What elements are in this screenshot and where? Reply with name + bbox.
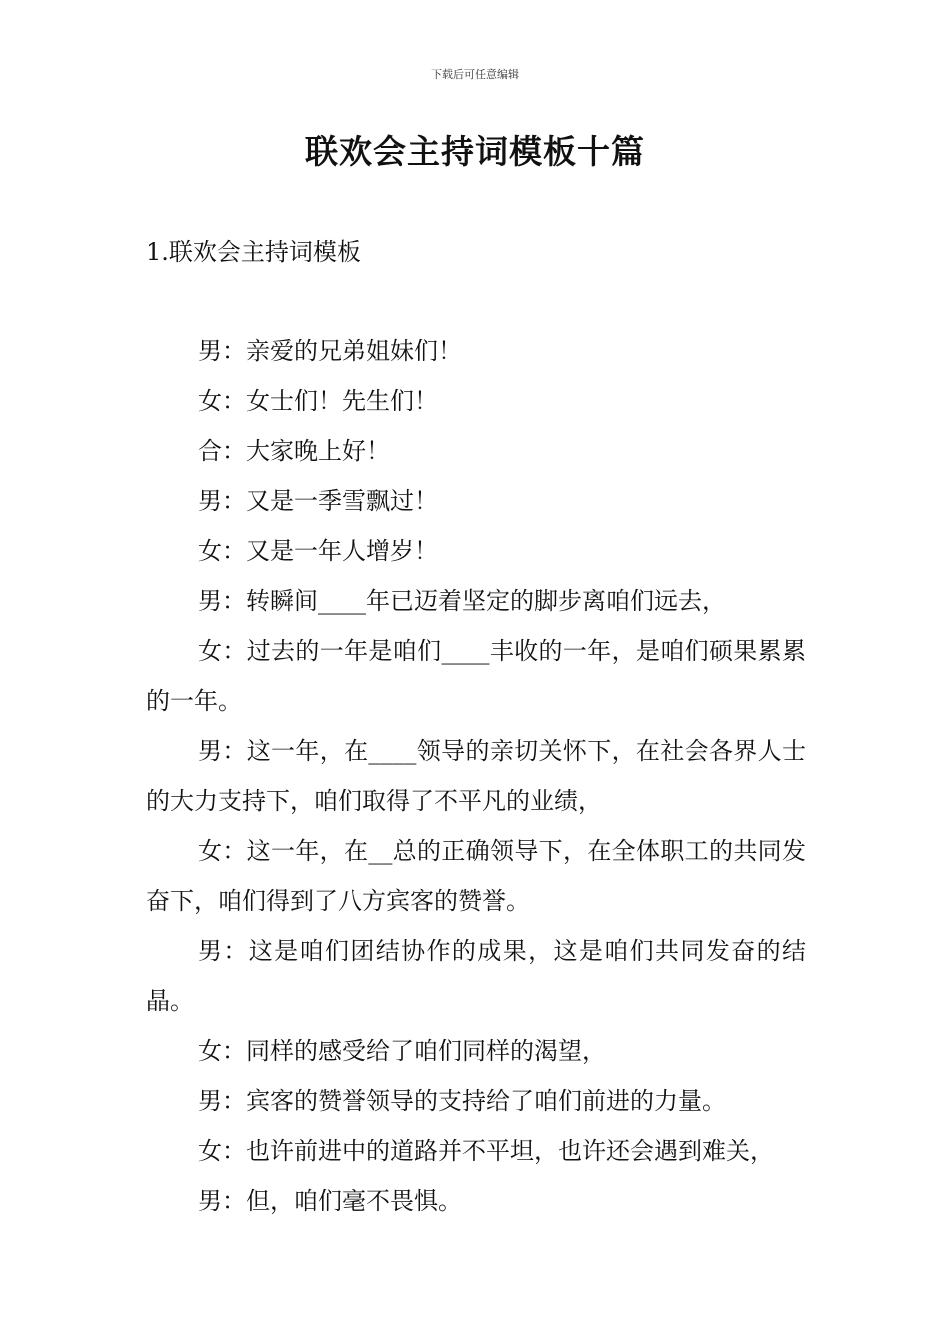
- dialogue-line: 男：宾客的赞誉领导的支持给了咱们前进的力量。: [198, 1087, 726, 1115]
- dialogue-line: 女：同样的感受给了咱们同样的渴望，: [198, 1037, 606, 1065]
- header-note: 下载后可任意编辑: [431, 68, 519, 81]
- dialogue-line: 女：这一年，在__总的正确领导下，在全体职工的共同发奋下，咱们得到了八方宾客的赞誉。: [146, 837, 806, 915]
- body-text: [146, 326, 806, 1226]
- dialogue-line: 合：大家晚上好！: [198, 437, 390, 465]
- dialogue-line: 男：又是一季雪飘过！: [198, 487, 438, 515]
- dialogue-line: 男：这一年，在____领导的亲切关怀下，在社会各界人士的大力支持下，咱们取得了不平凡的业绩，: [146, 737, 806, 815]
- dialogue-line: 男：这是咱们团结协作的成果，这是咱们共同发奋的结晶。: [146, 937, 806, 1015]
- dialogue-line: 男：但，咱们毫不畏惧。: [198, 1187, 462, 1215]
- section-heading: 1.联欢会主持词模板: [146, 238, 361, 266]
- dialogue-line: 女：过去的一年是咱们____丰收的一年，是咱们硕果累累的一年。: [146, 637, 806, 715]
- dialogue-line: 女：也许前进中的道路并不平坦，也许还会遇到难关，: [198, 1137, 774, 1165]
- dialogue-line: 男：亲爱的兄弟姐妹们！: [198, 337, 462, 365]
- document-title: 联欢会主持词模板十篇: [305, 132, 645, 171]
- dialogue-line: 男：转瞬间____年已迈着坚定的脚步离咱们远去，: [198, 587, 726, 615]
- dialogue-line: 女：又是一年人增岁！: [198, 537, 438, 565]
- dialogue-line: 女：女士们！先生们！: [198, 387, 438, 415]
